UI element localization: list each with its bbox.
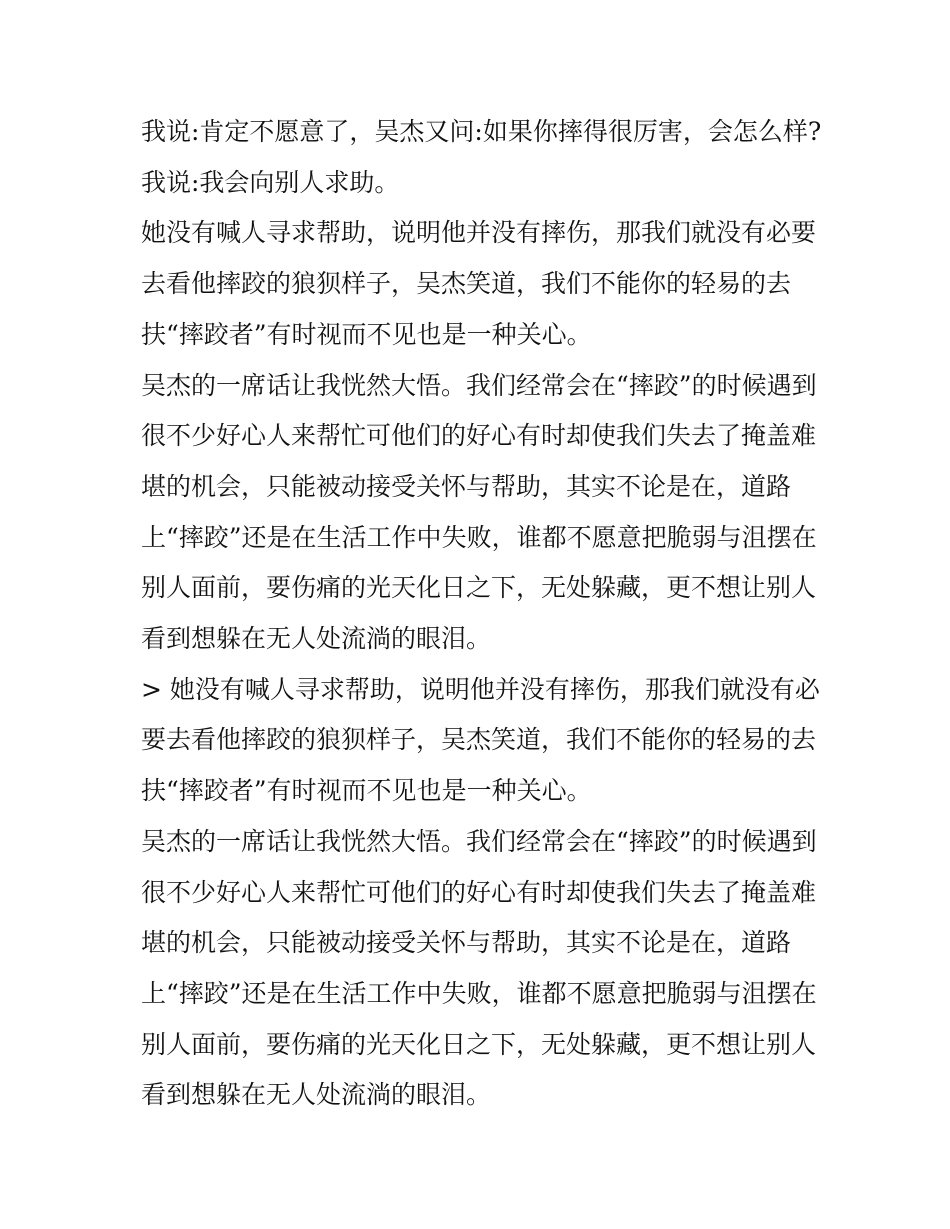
text-line: 扶“摔跤者”有时视而不见也是一种关心。 (141, 776, 592, 806)
text-line: 吴杰的一席话让我恍然大悟。我们经常会在“摔跤”的时候遇到 (141, 370, 817, 400)
blockquote-line: > 她没有喊人寻求帮助，说明他并没有摔伤，那我们就没有必 (141, 674, 820, 704)
text-line: 要去看他摔跤的狼狈样子，吴杰笑道，我们不能你的轻易的去 (141, 725, 817, 755)
text-line: 吴杰的一席话让我恍然大悟。我们经常会在“摔跤”的时候遇到 (141, 826, 817, 856)
text-line: 上“摔跤”还是在生活工作中失败，谁都不愿意把脆弱与沮摆在 (141, 522, 817, 552)
document-body (141, 107, 821, 1121)
text-line: 别人面前，要伤痛的光天化日之下，无处躲藏，更不想让别人 (141, 1029, 817, 1059)
text-line: 别人面前，要伤痛的光天化日之下，无处躲藏，更不想让别人 (141, 573, 817, 603)
text-line: 很不少好心人来帮忙可他们的好心有时却使我们失去了掩盖难 (141, 421, 817, 451)
text-line: 堪的机会，只能被动接受关怀与帮助，其实不论是在，道路 (141, 471, 792, 501)
text-line: 堪的机会，只能被动接受关怀与帮助，其实不论是在，道路 (141, 928, 792, 958)
text-line: 上“摔跤”还是在生活工作中失败，谁都不愿意把脆弱与沮摆在 (141, 978, 817, 1008)
text-line: 看到想躲在无人处流淌的眼泪。 (141, 624, 492, 654)
text-line: 她没有喊人寻求帮助，说明他并没有摔伤，那我们就没有必要 (141, 218, 817, 248)
text-line: 我说:我会向别人求助。 (141, 167, 400, 197)
text-line: 很不少好心人来帮忙可他们的好心有时却使我们失去了掩盖难 (141, 877, 817, 907)
text-line: 去看他摔跤的狼狈样子，吴杰笑道，我们不能你的轻易的去 (141, 269, 792, 299)
text-line: 扶“摔跤者”有时视而不见也是一种关心。 (141, 319, 592, 349)
text-line: 看到想躲在无人处流淌的眼泪。 (141, 1080, 492, 1110)
text-line: 我说:肯定不愿意了，吴杰又问:如果你摔得很厉害，会怎么样? (141, 117, 822, 146)
